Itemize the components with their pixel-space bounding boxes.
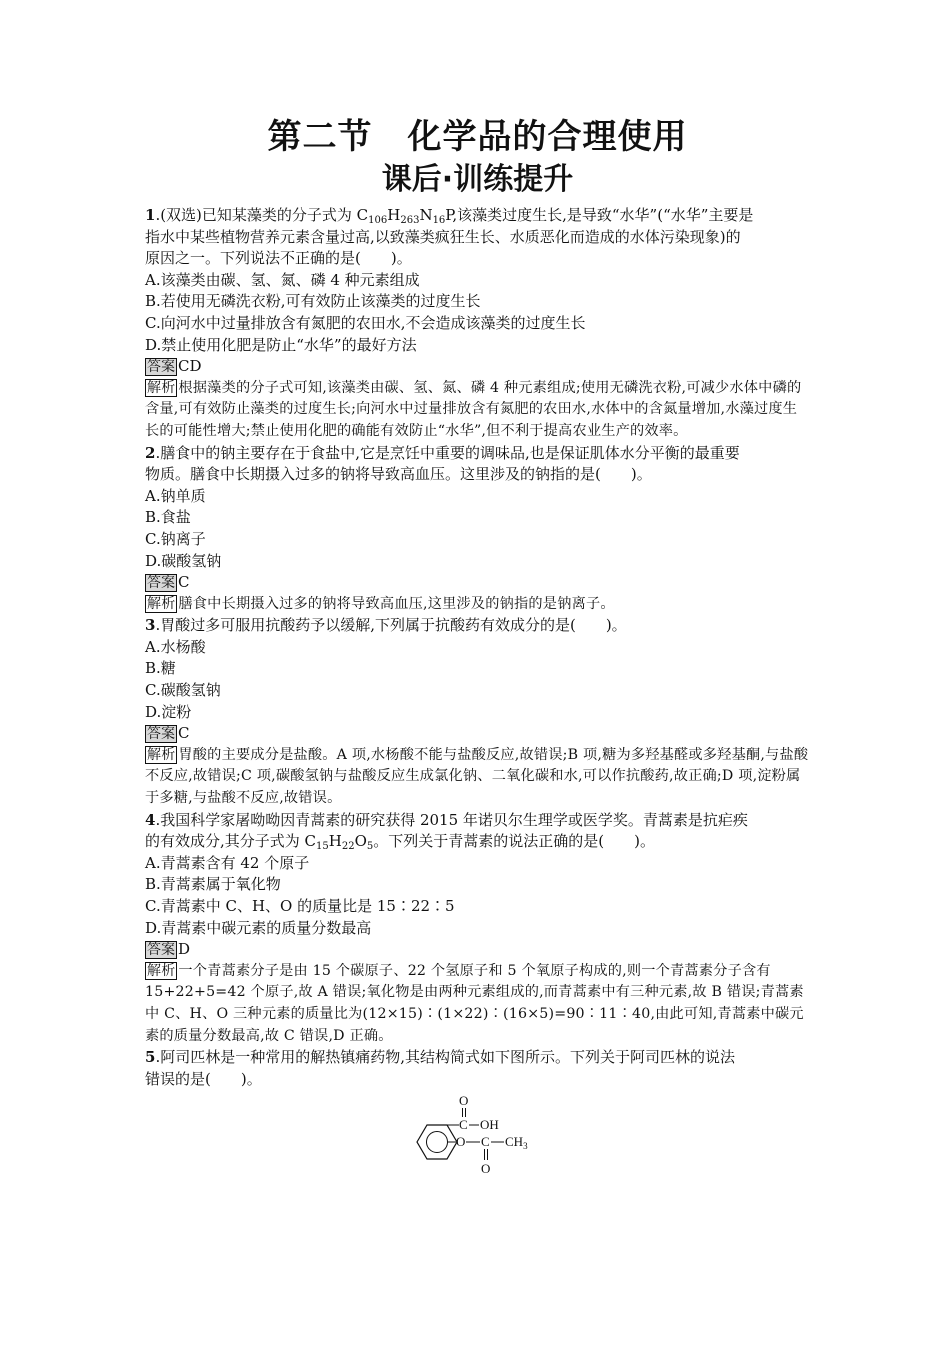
question-3-stem: 3.胃酸过多可服用抗酸药予以缓解,下列属于抗酸药有效成分的是( )。	[145, 616, 627, 635]
benzene-ring-circle	[427, 1132, 448, 1153]
answer-value: C	[178, 573, 190, 592]
option-b: B.若使用无磷洗衣粉,可有效防止该藻类的过度生长	[145, 292, 481, 311]
analysis-row	[145, 961, 810, 1047]
atom-oh: OH	[480, 1117, 499, 1133]
question-1-stem-end: 原因之一。下列说法不正确的是( )。	[145, 249, 412, 268]
answer-tag: 答案	[147, 575, 175, 592]
answer-value: D	[178, 940, 191, 959]
worksheet	[145, 115, 810, 1189]
question-4	[145, 810, 810, 1048]
atom-o-bottom: O	[481, 1161, 491, 1177]
answer-value: C	[178, 724, 190, 743]
analysis-row	[145, 378, 810, 443]
atom-o-top: O	[459, 1094, 469, 1109]
option-d: D.禁止使用化肥是防止“水华”的最好方法	[145, 335, 417, 354]
question-5	[145, 1047, 810, 1189]
answer-row	[145, 572, 810, 594]
analysis-tag: 解析	[147, 962, 176, 979]
question-5-stem: 5.阿司匹林是一种常用的解热镇痛药物,其结构简式如下图所示。下列关于阿司匹林的说法	[145, 1048, 735, 1067]
question-5-stem-cont: 错误的是( )。	[145, 1069, 262, 1088]
answer-tag: 答案	[147, 726, 175, 743]
page-title: 第二节 化学品的合理使用	[267, 117, 688, 157]
atom-c2: C	[481, 1134, 490, 1150]
analysis-tag: 解析	[147, 379, 176, 396]
answer-tag: 答案	[147, 359, 175, 376]
analysis-text: 膳食中长期摄入过多的钠将导致高血压,这里涉及的钠指的是钠离子。	[178, 595, 615, 612]
option-a: A.钠单质	[145, 486, 206, 505]
option-b: B.青蒿素属于氧化物	[145, 875, 281, 894]
question-4-stem-cont: 的有效成分,其分子式为 $C_{15}H_{22}O_5$。下列关于青蒿素的说法正确的是( )。	[145, 832, 655, 853]
option-c: C.钠离子	[145, 529, 206, 548]
question-1	[145, 205, 810, 443]
question-2	[145, 443, 810, 616]
analysis-tag: 解析	[147, 595, 176, 612]
analysis-row	[145, 745, 810, 810]
question-number: 4	[145, 810, 156, 829]
atom-o-link: O	[456, 1134, 466, 1150]
question-1-stem: 1.(双选)已知某藻类的分子式为 $C_{106}H_{263}N_{16}P$,该藻类过度生长,是导致“水华”(“水华”主要是	[145, 206, 754, 226]
atom-ch3: $CH_3$	[505, 1134, 528, 1152]
option-a: A.该藻类由碳、氢、氮、磷 4 种元素组成	[145, 270, 420, 289]
analysis-row	[145, 594, 810, 616]
option-d: D.青蒿素中碳元素的质量分数最高	[145, 918, 372, 937]
analysis-tag: 解析	[147, 746, 176, 763]
option-b: B.糖	[145, 659, 176, 678]
question-3	[145, 615, 810, 809]
aspirin-structure	[145, 1094, 810, 1189]
answer-row	[145, 939, 810, 961]
question-4-stem: 4.我国科学家屠呦呦因青蒿素的研究获得 2015 年诺贝尔生理学或医学奖。青蒿素是抗疟疾	[145, 810, 748, 829]
option-d: D.淀粉	[145, 702, 192, 721]
option-b: B.食盐	[145, 508, 191, 527]
aspirin-structure-diagram	[407, 1094, 557, 1189]
option-d: D.碳酸氢钠	[145, 551, 222, 570]
analysis-text: 胃酸的主要成分是盐酸。A 项,水杨酸不能与盐酸反应,故错误;B 项,糖为多羟基醛或多羟基酮,与盐酸不反应,故错误;C 项,碳酸氢钠与盐酸反应生成氯化钠、二氧化碳和水,可以作抗酸药,故正确;D 项,淀粉属于多糖,与盐酸不反应,故错误。	[145, 746, 809, 807]
question-2-stem-cont: 物质。膳食中长期摄入过多的钠将导致高血压。这里涉及的钠指的是( )。	[145, 465, 652, 484]
answer-value: CD	[178, 357, 202, 376]
option-a: A.水杨酸	[145, 637, 206, 656]
question-number: 3	[145, 616, 156, 635]
atom-c1: C	[459, 1117, 468, 1133]
option-c: C.向河水中过量排放含有氮肥的农田水,不会造成该藻类的过度生长	[145, 313, 586, 332]
question-1-stem-cont: 指水中某些植物营养元素含量过高,以致藻类疯狂生长、水质恶化而造成的水体污染现象)的	[145, 227, 741, 246]
option-a: A.青蒿素含有 42 个原子	[145, 853, 310, 872]
question-2-stem: 2.膳食中的钠主要存在于食盐中,它是烹饪中重要的调味品,也是保证肌体水分平衡的最重要	[145, 443, 740, 462]
option-c: C.青蒿素中 C、H、O 的质量比是 15∶22∶5	[145, 897, 455, 915]
analysis-text: 一个青蒿素分子是由 15 个碳原子、22 个氢原子和 5 个氧原子构成的,则一个青蒿素分子含有 15+22+5=42 个原子,故 A 错误;氧化物是由两种元素组成的,而青蒿素中有三种元素,故 B 错误;青蒿素中 C、H、O 三种元素的质量比为(12×15)∶(1×22)∶(16×5)=90∶11∶40,由此可知,青蒿素中碳元素的质量分数最高,故 C 错误,D 正确。	[145, 962, 804, 1044]
answer-row	[145, 356, 810, 378]
question-number: 1	[145, 206, 156, 224]
question-number: 2	[145, 443, 156, 462]
option-c: C.碳酸氢钠	[145, 681, 221, 700]
analysis-text: 根据藻类的分子式可知,该藻类由碳、氢、氮、磷 4 种元素组成;使用无磷洗衣粉,可减少水体中磷的含量,可有效防止藻类的过度生长;向河水中过量排放含有氮肥的农田水,水体中的含氮量增加,水藻过度生长的可能性增大;禁止使用化肥的确能有效防止“水华”,但不利于提高农业生产的效率。	[145, 379, 802, 439]
answer-tag: 答案	[147, 942, 175, 959]
answer-row	[145, 723, 810, 745]
page-subtitle: 课后·训练提升	[381, 162, 574, 197]
question-number: 5	[145, 1048, 156, 1067]
